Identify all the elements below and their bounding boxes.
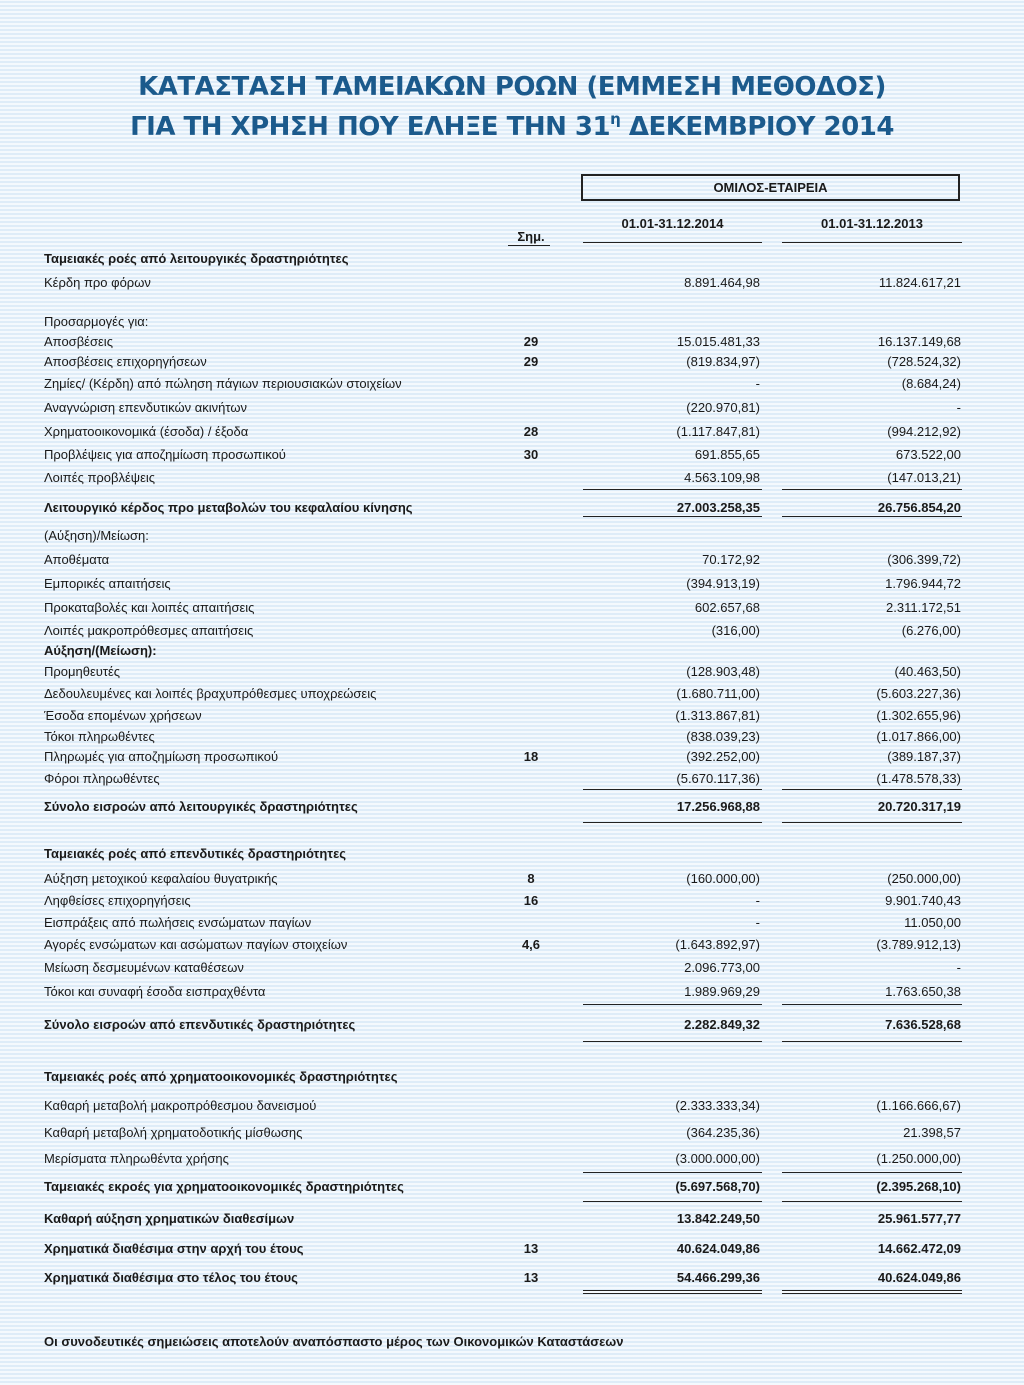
table-row (0, 984, 1024, 1002)
row-value-2013: 2.311.172,51 (886, 600, 961, 615)
row-label: Ταμειακές εκροές για χρηματοοικονομικές δραστηριότητες (44, 1179, 404, 1194)
row-label: Αποσβέσεις επιχορηγήσεων (44, 354, 207, 369)
row-value-2014: (1.313.867,81) (675, 708, 760, 723)
table-row (0, 376, 1024, 394)
row-label: Καθαρή αύξηση χρηματικών διαθεσίμων (44, 1211, 295, 1226)
table-row (0, 846, 1024, 864)
table-row (0, 334, 1024, 352)
row-value-2014: (364.235,36) (686, 1125, 760, 1140)
row-value-2014: - (755, 376, 760, 391)
row-note: 4,6 (521, 937, 541, 952)
rule-line (782, 489, 962, 490)
table-row (0, 354, 1024, 372)
row-label: Αύξηση μετοχικού κεφαλαίου θυγατρικής (44, 871, 278, 886)
row-label: Χρηματικά διαθέσιμα στο τέλος του έτους (44, 1270, 298, 1285)
row-value-2013: (306.399,72) (887, 552, 961, 567)
row-note: 29 (523, 354, 539, 369)
table-row (0, 623, 1024, 641)
row-value-2014: (128.903,48) (686, 664, 760, 679)
table-row (0, 664, 1024, 682)
row-note: 8 (527, 871, 535, 886)
row-label: Φόροι πληρωθέντες (44, 771, 160, 786)
row-note: 13 (523, 1241, 539, 1256)
table-row (0, 528, 1024, 546)
row-value-2014: 8.891.464,98 (684, 275, 760, 290)
row-value-2014: 27.003.258,35 (676, 500, 760, 515)
title-line2-superscript: η (610, 110, 621, 128)
row-value-2013: (3.789.912,13) (876, 937, 961, 952)
table-row (0, 447, 1024, 465)
rule-line (782, 516, 962, 517)
row-label: Ταμειακές ροές από λειτουργικές δραστηριότητες (44, 251, 349, 266)
table-row (0, 1017, 1024, 1035)
row-value-2013: (1.478.578,33) (876, 771, 961, 786)
row-value-2014: 54.466.299,36 (676, 1270, 760, 1285)
row-value-2013: 7.636.528,68 (885, 1017, 961, 1032)
table-row (0, 1211, 1024, 1229)
rule-line (583, 1004, 762, 1005)
row-value-2013: (6.276,00) (901, 623, 961, 638)
row-value-2013: 26.756.854,20 (877, 500, 961, 515)
rule-line (583, 1041, 762, 1042)
row-label: Σύνολο εισροών από επενδυτικές δραστηριότητες (44, 1017, 356, 1032)
row-label: Λοιπές μακροπρόθεσμες απαιτήσεις (44, 623, 254, 638)
row-value-2014: (838.039,23) (686, 729, 760, 744)
row-value-2014: - (755, 893, 760, 908)
table-row (0, 400, 1024, 418)
row-label: Λειτουργικό κέρδος προ μεταβολών του κεφαλαίου κίνησης (44, 500, 413, 515)
note-header-underline (508, 245, 550, 246)
row-label: Αποσβέσεις (44, 334, 113, 349)
row-value-2013: (1.302.655,96) (876, 708, 961, 723)
table-row (0, 799, 1024, 817)
note-column-header: Σημ. (517, 229, 545, 244)
rule-line (782, 1201, 962, 1202)
title-line2-prefix: ΓΙΑ ΤΗ ΧΡΗΣΗ ΠΟΥ ΕΛΗΞΕ ΤΗΝ 31 (130, 112, 611, 142)
row-label: Χρηματοοικονομικά (έσοδα) / έξοδα (44, 424, 249, 439)
row-note: 16 (523, 893, 539, 908)
row-value-2013: (250.000,00) (887, 871, 961, 886)
row-label: (Αύξηση)/Μείωση: (44, 528, 149, 543)
row-value-2013: (994.212,92) (887, 424, 961, 439)
row-value-2014: (1.117.847,81) (676, 424, 760, 439)
rule-line (583, 822, 762, 823)
row-value-2013: 1.763.650,38 (885, 984, 961, 999)
table-row (0, 771, 1024, 789)
column-header-underline (782, 242, 962, 243)
row-label: Δεδουλευμένες και λοιπές βραχυπρόθεσμες υποχρεώσεις (44, 686, 377, 701)
table-row (0, 871, 1024, 889)
row-value-2013: 20.720.317,19 (877, 799, 961, 814)
row-label: Καθαρή μεταβολή χρηματοδοτικής μίσθωσης (44, 1125, 303, 1140)
row-label: Ταμειακές ροές από επενδυτικές δραστηριότητες (44, 846, 347, 861)
rule-line (583, 1293, 762, 1294)
page-title-line1: ΚΑΤΑΣΤΑΣΗ ΤΑΜΕΙΑΚΩΝ ΡΟΩΝ (ΕΜΜΕΣΗ ΜΕΘΟΔΟΣ) (138, 72, 886, 102)
row-note: 18 (523, 749, 539, 764)
row-note: 28 (523, 424, 539, 439)
row-label: Έσοδα επομένων χρήσεων (44, 708, 202, 723)
row-value-2014: (5.670.117,36) (676, 771, 760, 786)
row-label: Τόκοι πληρωθέντες (44, 729, 155, 744)
table-row (0, 552, 1024, 570)
table-row (0, 937, 1024, 955)
rule-line (782, 1004, 962, 1005)
row-value-2013: 21.398,57 (903, 1125, 961, 1140)
row-value-2014: (392.252,00) (686, 749, 760, 764)
rule-line (782, 1172, 962, 1173)
row-value-2013: 14.662.472,09 (877, 1241, 961, 1256)
row-value-2013: (147.013,21) (887, 470, 961, 485)
rule-line (583, 1201, 762, 1202)
table-row (0, 1069, 1024, 1087)
row-value-2014: 1.989.969,29 (684, 984, 760, 999)
row-value-2014: 13.842.249,50 (676, 1211, 760, 1226)
row-value-2013: - (956, 960, 961, 975)
rule-line (782, 1293, 962, 1294)
row-label: Μείωση δεσμευμένων καταθέσεων (44, 960, 244, 975)
footer-note: Οι συνοδευτικές σημειώσεις αποτελούν αναπόσπαστο μέρος των Οικονομικών Καταστάσεων (44, 1334, 624, 1349)
row-value-2013: (389.187,37) (887, 749, 961, 764)
row-label: Καθαρή μεταβολή μακροπρόθεσμου δανεισμού (44, 1098, 317, 1113)
row-label: Χρηματικά διαθέσιμα στην αρχή του έτους (44, 1241, 304, 1256)
rule-line (782, 822, 962, 823)
row-value-2013: 40.624.049,86 (877, 1270, 961, 1285)
row-value-2014: 691.855,65 (694, 447, 760, 462)
row-value-2013: (40.463,50) (894, 664, 961, 679)
row-label: Μερίσματα πληρωθέντα χρήσης (44, 1151, 229, 1166)
row-value-2014: (160.000,00) (686, 871, 760, 886)
row-label: Αγορές ενσώματων και ασώματων παγίων στοιχείων (44, 937, 348, 952)
rule-line (583, 1290, 762, 1291)
row-value-2014: (316,00) (711, 623, 760, 638)
table-row (0, 275, 1024, 293)
row-value-2013: 673.522,00 (895, 447, 961, 462)
row-label: Προκαταβολές και λοιπές απαιτήσεις (44, 600, 255, 615)
row-label: Αύξηση/(Μείωση): (44, 643, 157, 658)
row-value-2013: 11.050,00 (904, 915, 961, 930)
row-value-2014: 2.282.849,32 (684, 1017, 760, 1032)
column-header-2014: 01.01-31.12.2014 (621, 216, 724, 231)
row-label: Κέρδη προ φόρων (44, 275, 151, 290)
row-value-2014: 70.172,92 (702, 552, 760, 567)
rule-line (583, 489, 762, 490)
row-value-2013: (1.250.000,00) (876, 1151, 961, 1166)
rule-line (583, 1172, 762, 1173)
row-value-2014: - (755, 915, 760, 930)
table-row (0, 1241, 1024, 1259)
title-line2-suffix: ΔΕΚΕΜΒΡΙΟΥ 2014 (620, 112, 894, 142)
row-note: 13 (523, 1270, 539, 1285)
table-row (0, 960, 1024, 978)
row-value-2014: (1.680.711,00) (676, 686, 760, 701)
table-row (0, 893, 1024, 911)
table-row (0, 915, 1024, 933)
row-value-2013: 9.901.740,43 (885, 893, 961, 908)
row-label: Ζημίες/ (Κέρδη) από πώληση πάγιων περιουσιακών στοιχείων (44, 376, 402, 391)
row-label: Ταμειακές ροές από χρηματοοικονομικές δραστηριότητες (44, 1069, 398, 1084)
table-row (0, 424, 1024, 442)
row-value-2013: (1.166.666,67) (876, 1098, 961, 1113)
row-value-2014: (1.643.892,97) (675, 937, 760, 952)
row-value-2013: 16.137.149,68 (877, 334, 961, 349)
row-value-2013: (5.603.227,36) (876, 686, 961, 701)
row-value-2013: (728.524,32) (887, 354, 961, 369)
row-label: Προβλέψεις για αποζημίωση προσωπικού (44, 447, 286, 462)
row-label: Σύνολο εισροών από λειτουργικές δραστηριότητες (44, 799, 358, 814)
table-row (0, 686, 1024, 704)
row-note: 29 (523, 334, 539, 349)
row-value-2013: 11.824.617,21 (878, 275, 961, 290)
table-row (0, 643, 1024, 661)
rule-line (782, 1041, 962, 1042)
row-value-2014: (5.697.568,70) (675, 1179, 760, 1194)
table-row (0, 1179, 1024, 1197)
table-row (0, 1270, 1024, 1288)
row-value-2013: (2.395.268,10) (876, 1179, 961, 1194)
row-value-2014: (220.970,81) (686, 400, 760, 415)
row-label: Προσαρμογές για: (44, 314, 149, 329)
column-header-underline (583, 242, 762, 243)
row-label: Προμηθευτές (44, 664, 121, 679)
row-label: Αποθέματα (44, 552, 110, 567)
table-row (0, 251, 1024, 269)
page-title-line2 (0, 112, 1024, 142)
table-row (0, 470, 1024, 488)
row-label: Εισπράξεις από πωλήσεις ενσώματων παγίων (44, 915, 312, 930)
row-label: Ληφθείσες επιχορηγήσεις (44, 893, 191, 908)
row-value-2013: - (956, 400, 961, 415)
row-label: Λοιπές προβλέψεις (44, 470, 156, 485)
row-value-2013: (8.684,24) (901, 376, 961, 391)
row-value-2014: 15.015.481,33 (676, 334, 760, 349)
row-note: 30 (523, 447, 539, 462)
table-row (0, 729, 1024, 747)
row-value-2014: 40.624.049,86 (676, 1241, 760, 1256)
group-header: ΟΜΙΛΟΣ-ΕΤΑΙΡΕΙΑ (581, 174, 960, 201)
row-value-2014: (819.834,97) (686, 354, 760, 369)
row-label: Αναγνώριση επενδυτικών ακινήτων (44, 400, 248, 415)
table-row (0, 708, 1024, 726)
row-value-2013: (1.017.866,00) (876, 729, 961, 744)
row-value-2014: 2.096.773,00 (684, 960, 760, 975)
rule-line (583, 516, 762, 517)
table-row (0, 749, 1024, 767)
rule-line (782, 1290, 962, 1291)
row-value-2013: 25.961.577,77 (877, 1211, 961, 1226)
column-header-2013: 01.01-31.12.2013 (821, 216, 923, 231)
table-row (0, 314, 1024, 332)
row-value-2014: (3.000.000,00) (675, 1151, 760, 1166)
row-label: Πληρωμές για αποζημίωση προσωπικού (44, 749, 279, 764)
row-value-2014: 17.256.968,88 (676, 799, 760, 814)
table-row (0, 1151, 1024, 1169)
row-label: Εμπορικές απαιτήσεις (44, 576, 171, 591)
row-value-2013: 1.796.944,72 (885, 576, 961, 591)
row-label: Τόκοι και συναφή έσοδα εισπραχθέντα (44, 984, 266, 999)
table-row (0, 1098, 1024, 1116)
rule-line (782, 789, 962, 790)
row-value-2014: (394.913,19) (686, 576, 760, 591)
table-row (0, 1125, 1024, 1143)
table-row (0, 600, 1024, 618)
row-value-2014: 602.657,68 (694, 600, 760, 615)
row-value-2014: (2.333.333,34) (675, 1098, 760, 1113)
rule-line (583, 789, 762, 790)
table-row (0, 576, 1024, 594)
row-value-2014: 4.563.109,98 (684, 470, 760, 485)
